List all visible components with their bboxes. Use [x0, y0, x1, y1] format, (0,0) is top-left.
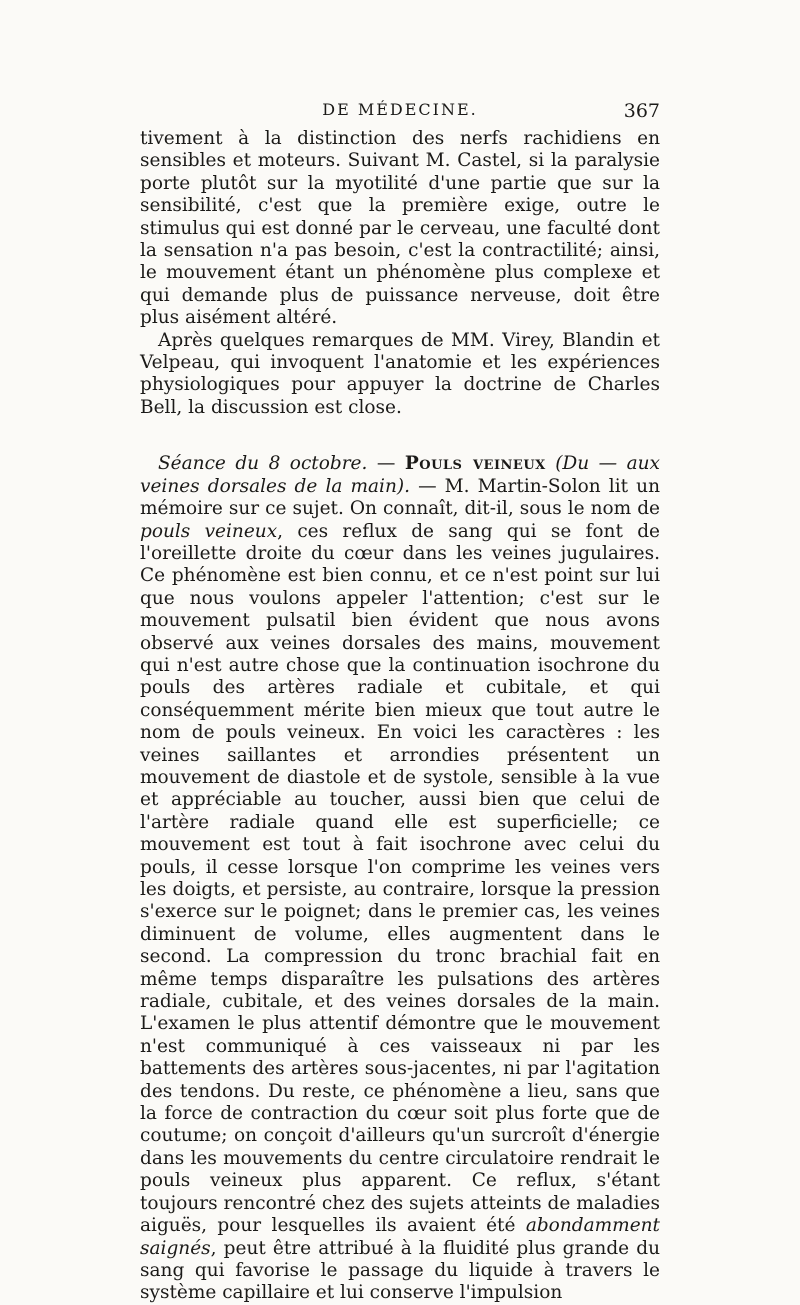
session-topic: Pouls veineux [404, 453, 546, 475]
body-text [140, 128, 660, 1305]
dash: — [409, 475, 445, 497]
session-paragraph [140, 453, 660, 1304]
session-intro: M. Martin-Solon lit un mémoire sur ce sujet. On connaît, dit-il, sous le nom de [140, 475, 660, 520]
page-header [140, 100, 660, 126]
running-head: DE MÉDECINE. [322, 100, 478, 119]
paragraph-2: Après quelques remarques de MM. Virey, Blandin et Velpeau, qui invoquent l'anatomie et les expériences physiologiques pour appuyer la doctrine de Charles Bell, la discussion est close. [140, 329, 660, 418]
term-pouls-veineux: pouls veineux [140, 520, 278, 542]
session-subtitle: (Du — aux veines dorsales de la main). [140, 453, 660, 497]
session-text: , ces reflux de sang qui se font de l'oreillette droite du cœur dans les veines jugulaires. Ce phénomène est bien connu, et ce n'est point sur lui que nous voulons appeler l'attention; c'est sur le mouvement pulsatil bien évident que nous avons observé aux veines dorsales des mains, mouvement qui n'est autre chose que la continuation isochrone du pouls des artères radiale et cubitale, et qui conséquemment mérite bien mieux que tout autre le nom de pouls veineux. En voici les caractères : les veines saillantes et arrondies présentent un mouvement de diastole et de systole, sensible à la vue et appréciable au toucher, aussi bien que celui de l'artère radiale quand elle est superficielle; ce mouvement est tout à fait isochrone avec celui du pouls, il cesse lorsque l'on comprime les veines vers les doigts, et persiste, au contraire, lorsque la pression s'exerce sur le poignet; dans le premier cas, les veines diminuent de volume, elles augmentent dans le second. La compression du tronc brachial fait en même temps disparaître les pulsations des artères radiale, cubitale, et des veines dorsales de la main. L'examen le plus attentif démontre que le mouvement n'est communiqué à ces vaisseaux ni par les battements des artères sous-jacentes, ni par l'agitation des tendons. Du reste, ce phénomène a lieu, sans que la force de contraction du cœur soit plus forte que de coutume; on conçoit d'ailleurs qu'un surcroît d'énergie dans les mouvements du centre circulatoire rendrait le pouls veineux plus apparent. Ce reflux, s'étant toujours rencontré chez des sujets atteints de maladies aiguës, pour lesquelles ils avaient été [140, 520, 660, 1237]
paragraph-1: tivement à la distinction des nerfs rachidiens en sensibles et moteurs. Suivant M. Castel, si la paralysie porte plutôt sur la myotilité d'une partie que sur la sensibilité, c'est que la première exige, outre le stimulus qui est donné par le cerveau, une faculté dont la sensation n'a pas besoin, c'est la contractilité; ainsi, le mouvement étant un phénomène plus complexe et qui demande plus de puissance nerveuse, doit être plus aisément altéré. [140, 128, 660, 329]
term-abondamment-saignes: abondamment saignés [140, 1215, 660, 1259]
session-date: Séance du 8 octobre. [158, 453, 368, 475]
dash: — [367, 453, 405, 475]
page-number: 367 [623, 100, 660, 122]
session-tail: , peut être attribué à la fluidité plus grande du sang qui favorise le passage du liquide à travers le système capillaire et lui conserve l'impulsion [140, 1237, 660, 1304]
section-gap [140, 419, 660, 453]
